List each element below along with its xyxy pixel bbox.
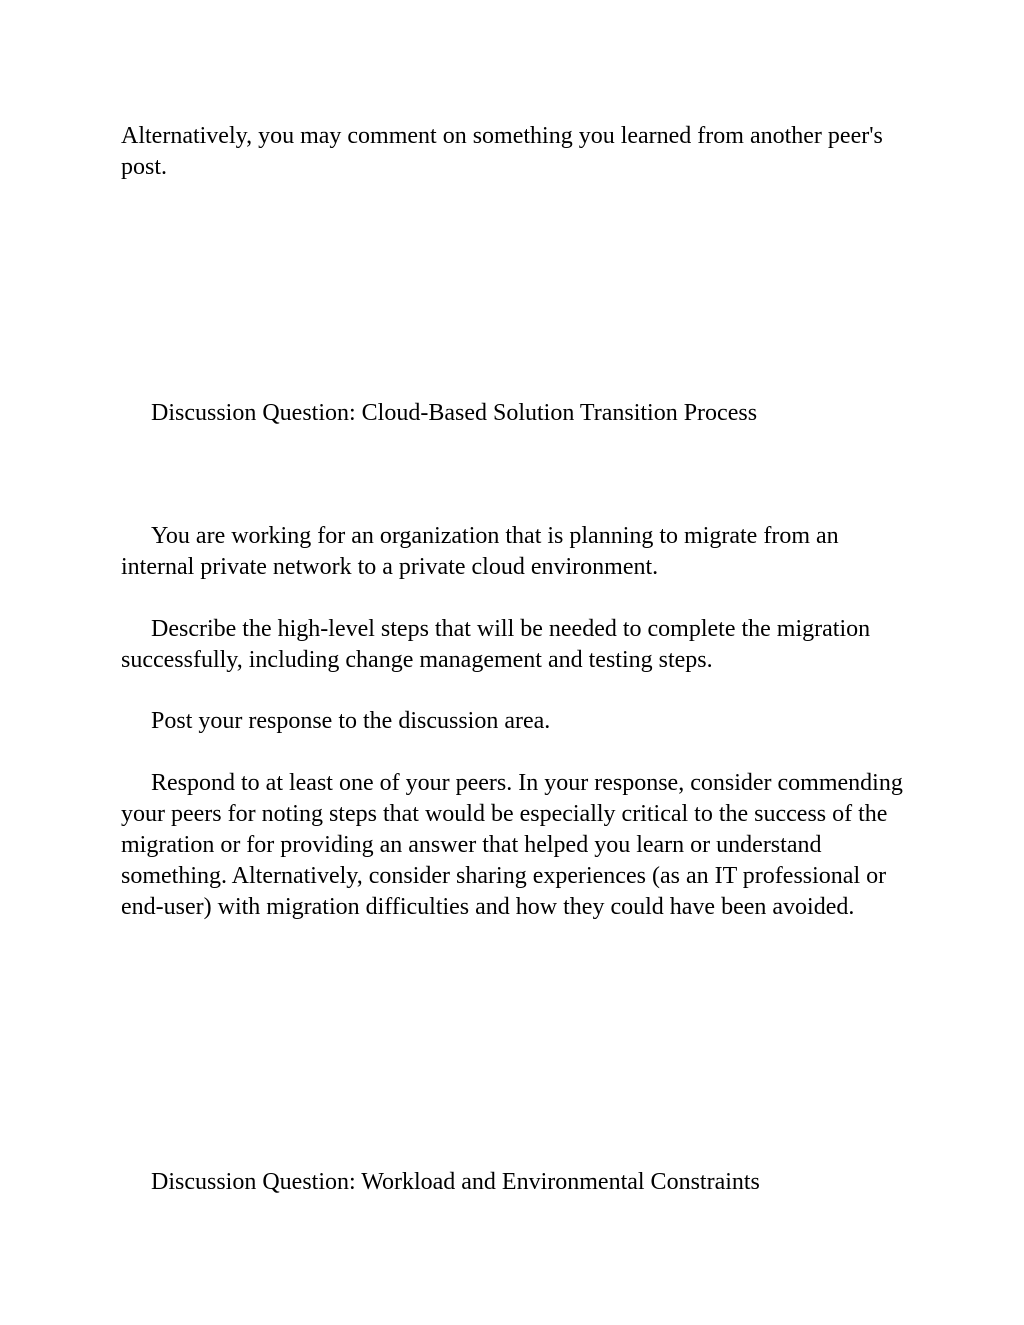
respond-peers-paragraph: Respond to at least one of your peers. In your response, consider commending your peers for noting steps that would be especially critical to the success of the migration or for providing an answer that helped you learn or understand something. Alternatively, consider sharing experiences (as an IT professional or end-user) with migration difficulties and how they could have been avoided. <box>121 770 909 920</box>
transition-process-heading: Discussion Question: Cloud-Based Solution Transition Process <box>151 400 758 426</box>
describe-steps-paragraph: Describe the high-level steps that will be needed to complete the migration successfully, including change management and testing steps. <box>121 616 877 673</box>
post-response-paragraph: Post your response to the discussion area. <box>151 708 551 734</box>
migration-scenario-paragraph: You are working for an organization that is planning to migrate from an internal private network to a private cloud environment. <box>121 523 845 580</box>
workload-constraints-heading: Discussion Question: Workload and Environmental Constraints <box>151 1169 760 1195</box>
alternative-comment-paragraph: Alternatively, you may comment on something you learned from another peer's post. <box>121 123 889 180</box>
